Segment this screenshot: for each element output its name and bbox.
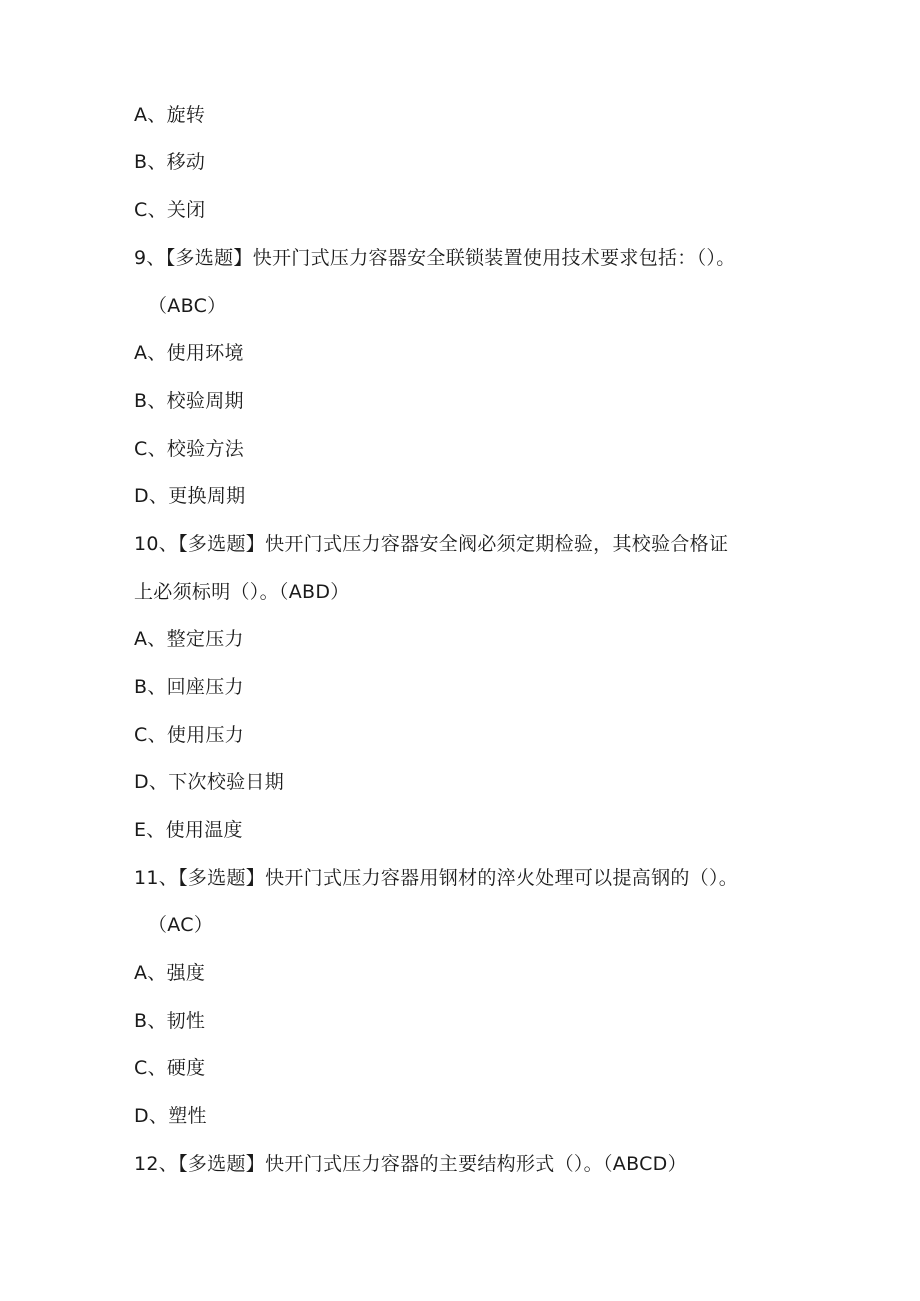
option-a: A、旋转: [134, 104, 206, 126]
question-11-answer: （AC）: [148, 914, 214, 936]
option-b: B、回座压力: [134, 676, 244, 698]
option-b: B、校验周期: [134, 390, 244, 412]
option-c: C、使用压力: [134, 724, 245, 746]
question-10: 10、【多选题】快开门式压力容器安全阀必须定期检验，其校验合格证: [134, 533, 729, 555]
option-a: A、强度: [134, 962, 206, 984]
option-c: C、校验方法: [134, 438, 245, 460]
option-b: B、移动: [134, 151, 206, 173]
question-10-continued: 上必须标明（）。（ABD）: [134, 581, 350, 603]
option-e: E、使用温度: [134, 819, 243, 841]
option-d: D、塑性: [134, 1105, 207, 1127]
option-c: C、硬度: [134, 1057, 206, 1079]
option-a: A、整定压力: [134, 628, 244, 650]
question-9: 9、【多选题】快开门式压力容器安全联锁装置使用技术要求包括：（）。: [134, 247, 736, 269]
question-9-answer: （ABC）: [148, 295, 227, 317]
option-c: C、关闭: [134, 199, 206, 221]
option-b: B、韧性: [134, 1010, 206, 1032]
question-12: 12、【多选题】快开门式压力容器的主要结构形式（）。（ABCD）: [134, 1153, 687, 1175]
option-d: D、更换周期: [134, 485, 246, 507]
option-a: A、使用环境: [134, 342, 244, 364]
question-11: 11、【多选题】快开门式压力容器用钢材的淬火处理可以提高钢的（）。: [134, 867, 739, 889]
option-d: D、下次校验日期: [134, 771, 285, 793]
